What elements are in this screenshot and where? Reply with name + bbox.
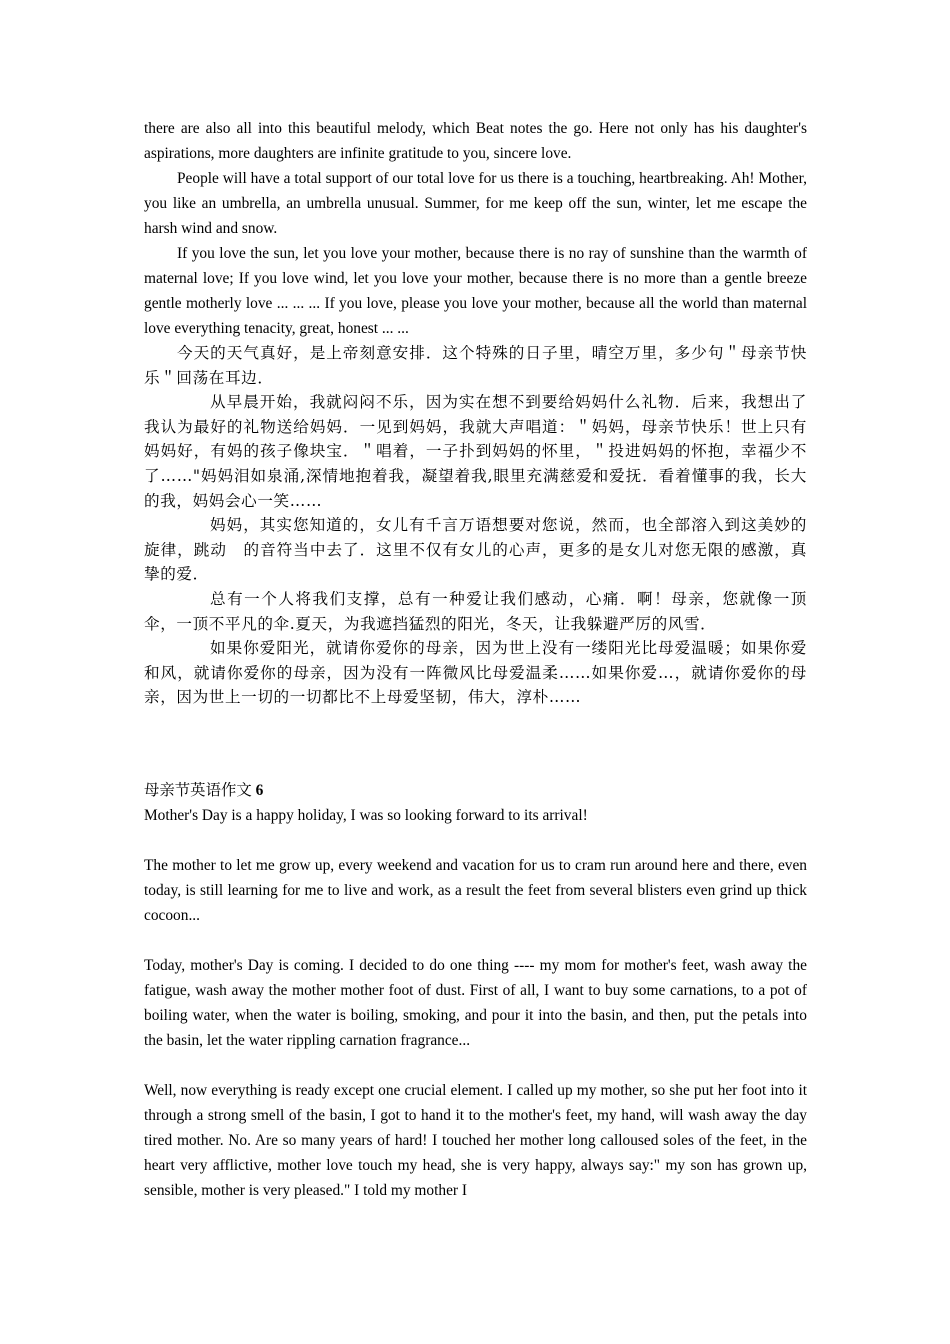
paragraph-en-6: Today, mother's Day is coming. I decided to do one thing ---- my mom for mother's feet, wash away the fatigue, wash away the mother mother foot of dust. First of all, I want to buy some carnations, to a pot of boiling water, when the water is boiling, smoking, and pour it into the basin, and then, put the petals into the basin, let the water rippling carnation fragrance... — [144, 956, 807, 1049]
paragraph-zh-1: 今天的天气真好，是上帝刻意安排．这个特殊的日子里，晴空万里，多少句＂母亲节快乐＂回荡在耳边． — [144, 344, 807, 387]
section-title — [144, 778, 807, 803]
paragraph-zh-4: 总有一个人将我们支撑，总有一种爱让我们感动，心痛．啊！母亲，您就像一顶伞，一顶不平凡的伞.夏天，为我遮挡猛烈的阳光，冬天，让我躲避严厉的风雪． — [144, 589, 807, 633]
paragraph-en-7: Well, now everything is ready except one crucial element. I called up my mother, so she put her foot into it through a strong smell of the basin, I got to hand it to the mother's feet, my hand, will wash away the day tired mother. No. Are so many years of hard! I touched her mother long calloused soles of the feet, in the heart very afflictive, mother love touch my head, she is very happy, always say:" my son has grown up, sensible, mother is very pleased." I told my mother I — [144, 1081, 807, 1199]
paragraph-en-5: The mother to let me grow up, every weekend and vacation for us to cram run around here and there, even today, is still learning for me to live and work, as a result the feet from several blisters even grind up thick cocoon... — [144, 856, 807, 924]
document-page — [144, 116, 807, 1203]
paragraph-en-3: If you love the sun, let you love your mother, because there is no ray of sunshine than the warmth of maternal love; If you love wind, let you love your mother, because there is no more than a gentle breeze gentle motherly love ... ... ... If you love, please you love your mother, because all the world than maternal love everything tenacity, great, honest ... ... — [144, 245, 807, 337]
paragraph-en-2: People will have a total support of our total love for us there is a touching, heartbreaking. Ah! Mother, you like an umbrella, an umbrella unusual. Summer, for me keep off the sun, winter, let me escape the harsh wind and snow. — [144, 170, 807, 237]
paragraph-spacer — [144, 928, 807, 953]
paragraph-zh-3: 妈妈，其实您知道的，女儿有千言万语想要对您说，然而，也全部溶入到这美妙的旋律，跳动 的音符当中去了．这里不仅有女儿的心声，更多的是女儿对您无限的感激，真挚的爱． — [144, 516, 807, 584]
paragraph-en-4: Mother's Day is a happy holiday, I was so looking forward to its arrival! — [144, 806, 588, 824]
paragraph-zh-5: 如果你爱阳光，就请你爱你的母亲，因为世上没有一缕阳光比母爱温暖；如果你爱和风，就请你爱你的母亲，因为没有一阵微风比母爱温柔……如果你爱…，就请你爱你的母亲，因为世上一切的一切都比不上母爱坚韧，伟大，淳朴…… — [144, 639, 807, 707]
section-spacer — [144, 710, 807, 778]
paragraph-spacer — [144, 828, 807, 853]
paragraph-en-1: there are also all into this beautiful melody, which Beat notes the go. Here not only has his daughter's aspirations, more daughters are infinite gratitude to you, sincere love. — [144, 120, 807, 162]
paragraph-spacer — [144, 1053, 807, 1078]
paragraph-zh-2: 从早晨开始，我就闷闷不乐，因为实在想不到要给妈妈什么礼物．后来，我想出了我认为最好的礼物送给妈妈．一见到妈妈，我就大声唱道：＂妈妈，母亲节快乐！世上只有妈妈好，有妈的孩子像块宝．＂唱着，一子扑到妈妈的怀里，＂投进妈妈的怀抱，幸福少不了……"妈妈泪如泉涌,深情地抱着我，凝望着我,眼里充满慈爱和爱抚．看着懂事的我，长大的我，妈妈会心一笑…… — [144, 393, 807, 510]
section-title-text: 母亲节英语作文 — [144, 781, 252, 799]
section-title-number: 6 — [255, 781, 264, 799]
